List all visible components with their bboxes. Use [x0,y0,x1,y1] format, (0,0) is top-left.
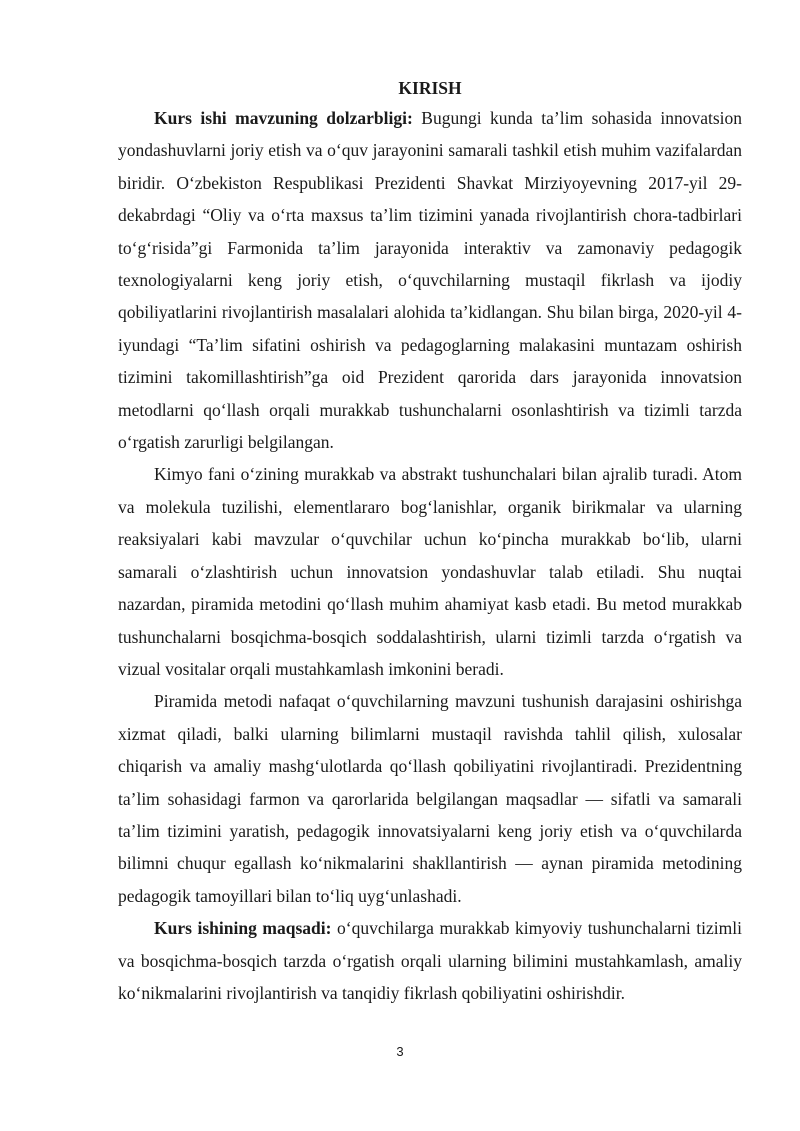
paragraph-pyramid-method [118,685,742,912]
paragraph-lead: Kurs ishining maqsadi: [154,918,332,939]
paragraph-text: Bugungi kunda ta’lim sohasida innovatsion yondashuvlarni joriy etish va o‘quv jarayonini samarali tashkil etish muhim vazifalardan biridir. O‘zbekiston Respublikasi Prezidenti Shavkat Mirziyoyevning 2017-yil 29-dekabrdagi “Oliy va o‘rta maxsus ta’lim tizimini yanada rivojlantirish chora-tadbirlari to‘g‘risida”gi Farmonida ta’lim jarayonida interaktiv va zamonaviy pedagogik texnologiyalarni keng joriy etish, o‘quvchilarning mustaqil fikrlash va ijodiy qobiliyatlarini rivojlantirish masalalari alohida ta’kidlangan. Shu bilan birga, 2020-yil 4-iyundagi “Ta’lim sifatini oshirish va pedagoglarning malakasini muntazam oshirish tizimini takomillashtirish”ga oid Prezident qarorida dars jarayonida innovatsion metodlarni qo‘llash orqali murakkab tushunchalarni osonlashtirish va tizimli tarzda o‘rgatish zarurligi belgilangan. [118,108,742,453]
paragraph-text: Kimyo fani o‘zining murakkab va abstrakt tushunchalari bilan ajralib turadi. Atom va molekula tuzilishi, elementlararo bog‘lanishlar, organik birikmalar va ularning reaksiyalari kabi mavzular o‘quvchilar uchun ko‘pincha murakkab bo‘lib, ularni samarali o‘zlashtirish uchun innovatsion yondashuvlar talab etiladi. Shu nuqtai nazardan, piramida metodini qo‘llash muhim ahamiyat kasb etadi. Bu metod murakkab tushunchalarni bosqichma-bosqich soddalashtirish, ularni tizimli tarzda o‘rgatish va vizual vositalar orqali mustahkamlash imkonini beradi. [118,464,742,679]
paragraph-chemistry [118,458,742,685]
paragraph-text: Piramida metodi nafaqat o‘quvchilarning mavzuni tushunish darajasini oshirishga xizmat qiladi, balki ularning bilimlarni mustaqil ravishda tahlil qilish, xulosalar chiqarish va amaliy mashg‘ulotlarda qo‘llash qobiliyatini rivojlantiradi. Prezidentning ta’lim sohasidagi farmon va qarorlarida belgilangan maqsadlar — sifatli va samarali ta’lim tizimini yaratish, pedagogik innovatsiyalarni keng joriy etish va o‘quvchilarda bilimni chuqur egallash ko‘nikmalarini shakllantirish — aynan piramida metodining pedagogik tamoyillari bilan to‘liq uyg‘unlashadi. [118,691,742,906]
paragraph-text: o‘quvchilarga murakkab kimyoviy tushunchalarni tizimli va bosqichma-bosqich tarzda o‘rgatish orqali ularning bilimini mustahkamlash, amaliy ko‘nikmalarini rivojlantirish va tanqidiy fikrlash qobiliyatini oshirishdir. [118,918,742,1003]
paragraph-goal [118,912,742,1009]
document-page [118,74,742,1009]
paragraph-lead: Kurs ishi mavzuning dolzarbligi: [154,108,413,128]
section-title: KIRISH [398,78,462,98]
paragraph-relevance [118,102,742,458]
page-number: 3 [396,1044,404,1059]
